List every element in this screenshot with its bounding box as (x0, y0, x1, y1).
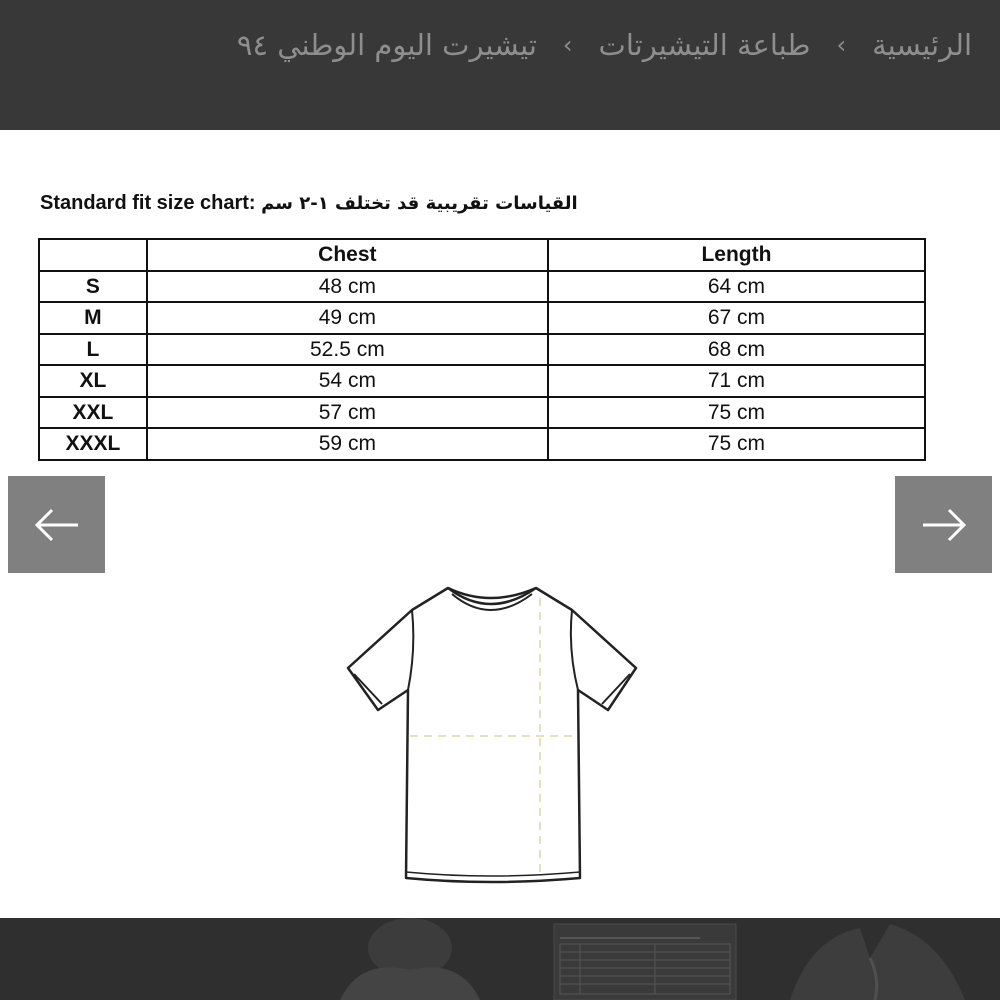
length-cell: 71 cm (548, 365, 925, 397)
table-row (39, 334, 925, 366)
chevron-separator-icon: › (562, 31, 573, 59)
length-cell: 67 cm (548, 302, 925, 334)
table-header-chest: Chest (147, 239, 548, 271)
size-chart-title (40, 192, 578, 215)
carousel-prev-button[interactable] (8, 476, 105, 573)
length-cell: 75 cm (548, 428, 925, 460)
size-cell: S (39, 271, 147, 303)
size-table (38, 238, 926, 461)
size-chart-title-en: Standard fit size chart: (40, 192, 256, 214)
breadcrumb (237, 28, 972, 62)
thumbnail-strip (0, 918, 1000, 1000)
header-bar (0, 0, 1000, 130)
chest-cell: 54 cm (147, 365, 548, 397)
size-cell: M (39, 302, 147, 334)
chest-cell: 52.5 cm (147, 334, 548, 366)
arrow-left-icon (32, 505, 82, 545)
table-row (39, 428, 925, 460)
length-cell: 75 cm (548, 397, 925, 429)
breadcrumb-current-page: تيشيرت اليوم الوطني ٩٤ (236, 28, 537, 62)
size-cell: L (39, 334, 147, 366)
size-chart-title-ar: القياسات تقريبية قد تختلف ١-٢ سم (261, 193, 578, 214)
table-row (39, 271, 925, 303)
size-cell: XL (39, 365, 147, 397)
size-cell: XXXL (39, 428, 147, 460)
chest-cell: 48 cm (147, 271, 548, 303)
chest-cell: 59 cm (147, 428, 548, 460)
chest-cell: 57 cm (147, 397, 548, 429)
thumbnail-size-chart[interactable] (550, 918, 740, 1000)
chest-cell: 49 cm (147, 302, 548, 334)
breadcrumb-category-link[interactable]: طباعة التيشيرتات (598, 28, 811, 62)
tshirt-illustration (340, 580, 645, 890)
carousel-next-button[interactable] (895, 476, 992, 573)
table-row (39, 365, 925, 397)
table-header-row (39, 239, 925, 271)
length-cell: 64 cm (548, 271, 925, 303)
length-cell: 68 cm (548, 334, 925, 366)
arrow-right-icon (919, 505, 969, 545)
thumbnail-eagle-design[interactable] (770, 918, 980, 1000)
table-header-size (39, 239, 147, 271)
table-header-length: Length (548, 239, 925, 271)
thumbnail-model[interactable] (300, 918, 520, 1000)
breadcrumb-home-link[interactable]: الرئيسية (872, 28, 972, 62)
table-row (39, 397, 925, 429)
chevron-separator-icon: › (836, 31, 847, 59)
table-row (39, 302, 925, 334)
size-cell: XXL (39, 397, 147, 429)
